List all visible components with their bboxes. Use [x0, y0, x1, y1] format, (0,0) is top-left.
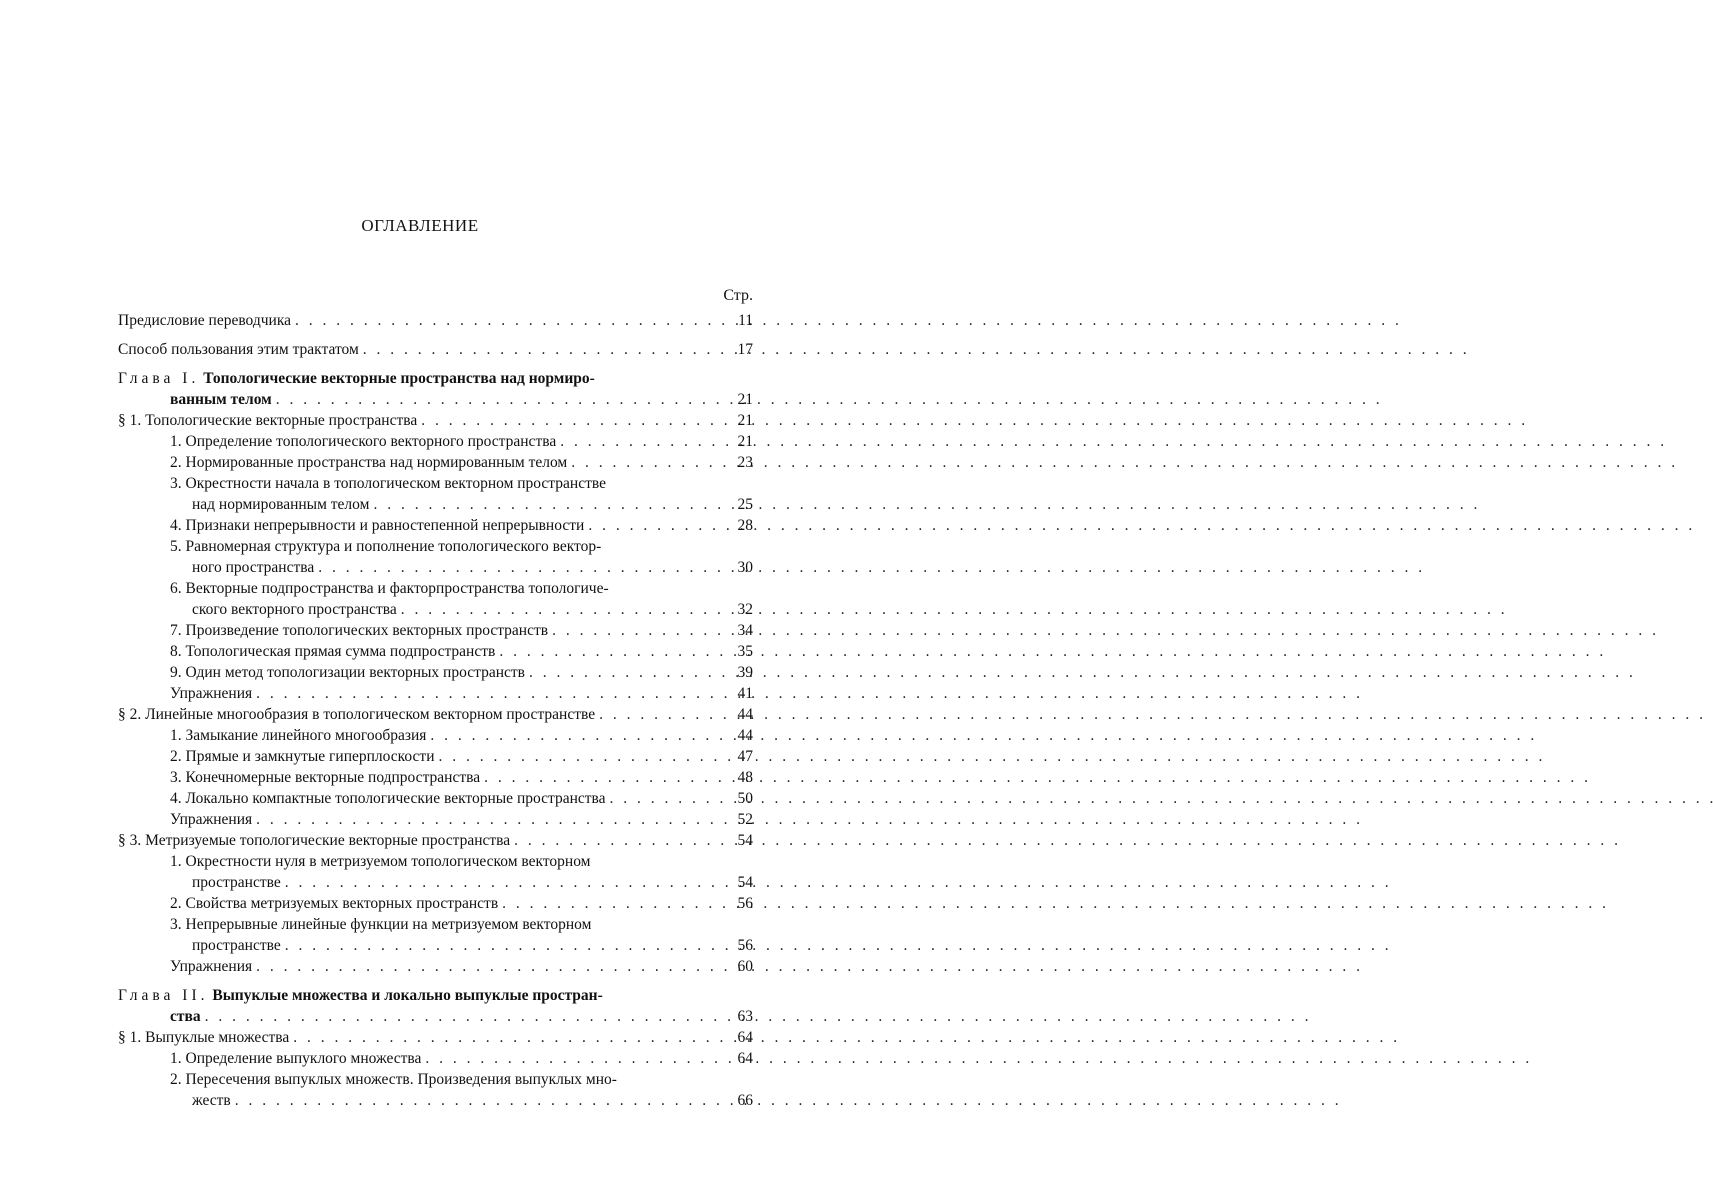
toc-entry	[118, 536, 753, 557]
toc-entry-title: § 1. Топологические векторные пространства	[118, 412, 418, 429]
toc-chapter-heading	[118, 985, 753, 1006]
toc-entry	[118, 473, 753, 494]
toc-entry-title: Предисловие переводчика	[118, 312, 292, 329]
dot-leader	[314, 557, 713, 578]
toc-entry-title: § 3. Метризуемые топологические векторные пространства	[118, 832, 511, 849]
toc-entry-page: 30	[737, 559, 753, 576]
dot-leader	[252, 683, 713, 704]
toc-entry-page: 48	[737, 769, 753, 786]
toc-entry-title: 4. Признаки непрерывности и равностепенной непрерывности	[170, 517, 585, 534]
toc-entry-page: 21	[737, 391, 753, 408]
dot-leader	[584, 515, 713, 536]
toc-entry	[118, 1090, 753, 1111]
toc-entry	[118, 746, 753, 767]
dot-leader	[289, 1027, 713, 1048]
toc-entry	[118, 578, 753, 599]
dot-leader	[495, 641, 713, 662]
dot-leader	[359, 339, 713, 360]
page-title: ОГЛАВЛЕНИЕ	[361, 216, 479, 235]
toc-entry-title: 5. Равномерная структура и пополнение топологического вектор-	[170, 538, 602, 555]
toc-entry-page: 56	[737, 937, 753, 954]
toc-entry-page: 25	[737, 496, 753, 513]
dot-leader	[525, 662, 713, 683]
dot-leader	[369, 494, 713, 515]
toc-entry-title: 2. Пересечения выпуклых множеств. Произведения выпуклых мно-	[170, 1071, 617, 1088]
toc-entry-page: 21	[737, 412, 753, 429]
toc-entry-page: 47	[737, 748, 753, 765]
toc-entry	[118, 851, 753, 872]
toc-entry-page: 35	[737, 643, 753, 660]
toc-entry-title: 1. Замыкание линейного многообразия	[170, 727, 427, 744]
dot-leader	[281, 872, 713, 893]
toc-entry-page: 23	[737, 454, 753, 471]
dot-leader	[548, 620, 713, 641]
toc-entry-page: 60	[737, 958, 753, 975]
dot-leader	[498, 893, 713, 914]
toc-entry-page: 64	[737, 1029, 753, 1046]
toc-entry-title: 2. Свойства метризуемых векторных пространств	[170, 895, 499, 912]
toc-exercises	[118, 683, 753, 704]
dot-leader	[567, 452, 713, 473]
toc-entry-page: 66	[737, 1092, 753, 1109]
toc-entry-title: Упражнения	[170, 958, 253, 975]
toc-entry	[118, 914, 753, 935]
toc-entry-title: жеств	[192, 1092, 231, 1109]
toc-entry	[118, 515, 753, 536]
toc-entry-page: 32	[737, 601, 753, 618]
toc-entry-page: 44	[737, 727, 753, 744]
toc-entry	[118, 1069, 753, 1090]
toc-entry-title: пространстве	[192, 937, 281, 954]
toc-entry-title: § 2. Линейные многообразия в топологическом векторном пространстве	[118, 706, 596, 723]
toc-entry-title: пространстве	[192, 874, 281, 891]
toc-entry	[118, 494, 753, 515]
toc-entry-title: 2. Прямые и замкнутые гиперплоскости	[170, 748, 435, 765]
dot-leader	[417, 410, 713, 431]
toc-entry-title: ского векторного пространства	[192, 601, 397, 618]
dot-leader	[435, 746, 714, 767]
toc-entry	[118, 452, 753, 473]
toc-entry-page: 28	[737, 517, 753, 534]
dot-leader	[281, 935, 713, 956]
dot-leader	[252, 956, 713, 977]
toc-entry	[118, 893, 753, 914]
toc-entry-title: 9. Один метод топологизации векторных пространств	[170, 664, 525, 681]
toc-entry-page: 56	[737, 895, 753, 912]
toc-section	[118, 410, 753, 431]
toc-entry-page: 44	[737, 706, 753, 723]
toc-entry-page: 17	[737, 341, 753, 358]
toc-entry	[118, 641, 753, 662]
toc-entry	[118, 599, 753, 620]
table-of-contents	[118, 310, 753, 1111]
toc-entry	[118, 788, 753, 809]
dot-leader	[480, 767, 713, 788]
toc-entry	[118, 725, 753, 746]
dot-leader	[252, 809, 713, 830]
toc-entry	[118, 1048, 753, 1069]
toc-entry-title: ванным телом	[170, 391, 272, 408]
toc-entry-page: 52	[737, 811, 753, 828]
toc-entry-title: § 1. Выпуклые множества	[118, 1029, 290, 1046]
toc-entry-title: ного пространства	[192, 559, 315, 576]
toc-entry	[118, 767, 753, 788]
toc-chapter-heading	[118, 368, 753, 389]
toc-entry	[118, 389, 753, 410]
toc-entry-title: 3. Непрерывные линейные функции на метризуемом векторном	[170, 916, 592, 933]
toc-entry-title: Упражнения	[170, 811, 253, 828]
toc-entry	[118, 431, 753, 452]
toc-entry-title: 1. Определение топологического векторного пространства	[170, 433, 557, 450]
toc-entry	[118, 662, 753, 683]
chapter-prefix: Глава I.	[118, 370, 200, 387]
toc-entry-page: 34	[737, 622, 753, 639]
toc-entry-title: ства	[170, 1008, 201, 1025]
toc-entry-title: 3. Конечномерные векторные подпространства	[170, 769, 481, 786]
toc-entry-title: 4. Локально компактные топологические векторные пространства	[170, 790, 606, 807]
page-column-header: Стр.	[723, 287, 753, 304]
toc-entry-title: Выпуклые множества и локально выпуклые простран-	[212, 987, 603, 1004]
toc-entry	[118, 310, 753, 331]
toc-entry	[118, 872, 753, 893]
dot-leader	[606, 788, 713, 809]
dot-leader	[231, 1090, 713, 1111]
dot-leader	[595, 704, 713, 725]
toc-entry-title: 8. Топологическая прямая сумма подпространств	[170, 643, 496, 660]
toc-entry-page: 41	[737, 685, 753, 702]
toc-entry-page: 64	[737, 1050, 753, 1067]
chapter-prefix: Глава II.	[118, 987, 209, 1004]
toc-entry-title: 1. Окрестности нуля в метризуемом топологическом векторном	[170, 853, 591, 870]
toc-entry-page: 54	[737, 874, 753, 891]
toc-entry-page: 11	[738, 312, 753, 329]
toc-entry-page: 39	[737, 664, 753, 681]
toc-section	[118, 1027, 753, 1048]
toc-entry	[118, 620, 753, 641]
dot-leader	[426, 725, 713, 746]
toc-exercises	[118, 809, 753, 830]
toc-entry-title: 3. Окрестности начала в топологическом векторном пространстве	[170, 475, 606, 492]
toc-entry-title: Упражнения	[170, 685, 253, 702]
dot-leader	[201, 1006, 713, 1027]
dot-leader	[291, 310, 713, 331]
toc-section	[118, 830, 753, 851]
toc-entry-title: 7. Произведение топологических векторных пространств	[170, 622, 549, 639]
toc-entry-title: 1. Определение выпуклого множества	[170, 1050, 422, 1067]
dot-leader	[556, 431, 713, 452]
toc-entry-page: 54	[737, 832, 753, 849]
dot-leader	[397, 599, 713, 620]
toc-entry-title: 2. Нормированные пространства над нормированным телом	[170, 454, 568, 471]
toc-entry	[118, 1006, 753, 1027]
toc-section	[118, 704, 753, 725]
toc-entry-page: 50	[737, 790, 753, 807]
toc-entry-title: над нормированным телом	[192, 496, 370, 513]
toc-entry-title: Способ пользования этим трактатом	[118, 341, 359, 358]
toc-entry-title: Топологические векторные пространства над нормиро-	[203, 370, 595, 387]
toc-exercises	[118, 956, 753, 977]
toc-entry	[118, 557, 753, 578]
dot-leader	[510, 830, 713, 851]
toc-entry-page: 63	[737, 1008, 753, 1025]
toc-entry-title: 6. Векторные подпространства и факторпространства топологиче-	[170, 580, 609, 597]
toc-entry	[118, 935, 753, 956]
toc-entry-page: 21	[737, 433, 753, 450]
dot-leader	[272, 389, 713, 410]
toc-entry	[118, 339, 753, 360]
dot-leader	[421, 1048, 713, 1069]
